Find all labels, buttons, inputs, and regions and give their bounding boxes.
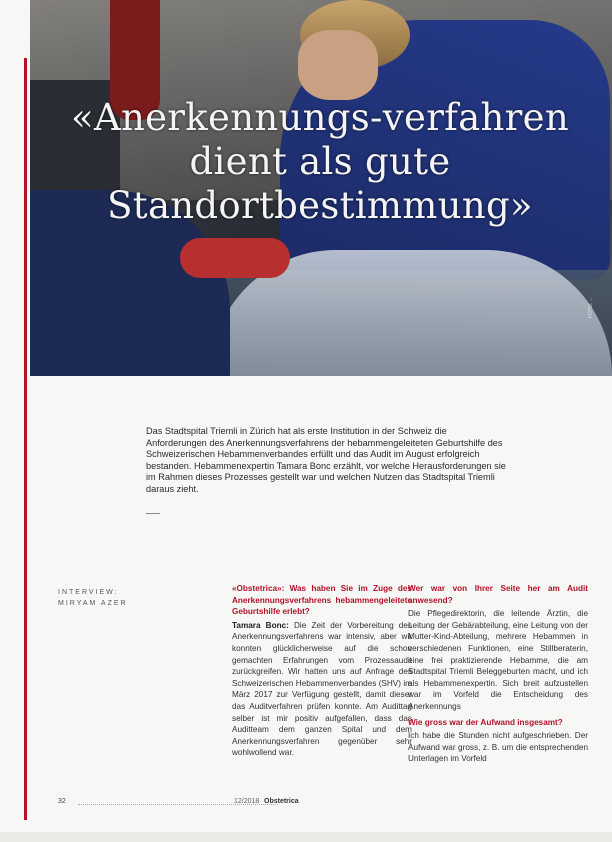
question-text: «Obstetrica»: Was haben Sie im Zuge des Anerkennungsverfahrens hebammengeleitete Geburtshilfe erlebt?: [232, 584, 412, 617]
lead-paragraph: Das Stadtspital Triemli in Zürich hat als erste Institution in der Schweiz die Anforderungen des Anerkennungsverfahrens der hebammengeleiteten Geburtshilfe des Schweizerischen Hebammenverbandes erfüllt und das Audit im August erfolgreich bestanden. Hebammenexpertin Tamara Bonc erzählt, vor welche Herausforderungen sie im Rahmen dieses Prozesses gestellt war und welchen Nutzen das Stadtspital Triemli daraus zieht.: [146, 426, 506, 494]
question-text: Wer war von Ihrer Seite her am Audit anwesend?: [408, 584, 588, 605]
page-bottom-edge: [0, 832, 612, 842]
article-column-1: [232, 583, 412, 763]
left-accent-rule: [24, 58, 27, 820]
interview-author: MIRYAM AZER: [58, 600, 128, 607]
headline: «Anerkennungs-verfahren dient als gute Standortbestimmung»: [71, 96, 569, 227]
answer-text: Die Pflegedirektorin, die leitende Ärztin, die Leitung der Gebärabteilung, eine Leitung von der Mutter-Kind-Abteilung, mehrere Hebammen in verschiedenen Funktionen, eine Stillberaterin, eine frei praktizierende Hebamme, die am Stadtspital Triemli Beleggeburten macht, und ich als Hebammenexpertin. Sich breit aufzustellen war im Vorfeld die Entscheidung des Anerkennungs: [408, 609, 588, 711]
photo-credit: FOTO: ...: [588, 297, 594, 318]
question-text: Wie gross war der Aufwand insgesamt?: [408, 717, 563, 727]
interview-credit: [58, 587, 178, 609]
speaker-name: Tamara Bonc:: [232, 620, 289, 630]
page-footer: [58, 798, 598, 810]
interview-label: INTERVIEW:: [58, 589, 119, 596]
issue-label: 12/2018: [234, 798, 260, 805]
magazine-name: Obstetrica: [264, 798, 299, 805]
answer-text: Die Zeit der Vorbereitung des Anerkennungsverfahrens war intensiv, aber wir konnten glücklicherweise auf die schon gemachten Erfahrungen vom Prozessaudit zurückgreifen. Wir hatten uns auf Anfrage des Schweizerischen Hebammenverbandes (SHV) im März 2017 zur Verfügung gestellt, damit dieser das Auditverfahren prüfen konnte. Am Audittag selber ist mir positiv aufgefallen, dass das Auditteam dem ganzen Spital und dem Anerkennungsverfahren gegenüber sehr wohlwollend war.: [232, 620, 412, 758]
page-number: 32: [58, 798, 66, 805]
article-column-2: [408, 583, 588, 769]
photo-towel: [180, 238, 290, 278]
answer-text: Ich habe die Stunden nicht aufgeschrieben. Der Aufwand war gross, z. B. um die entsprechenden Unterlagen im Vorfeld: [408, 731, 588, 764]
answer-paragraph: [232, 620, 412, 759]
photo-midwife-face: [298, 30, 378, 100]
lead-divider: [146, 513, 160, 514]
